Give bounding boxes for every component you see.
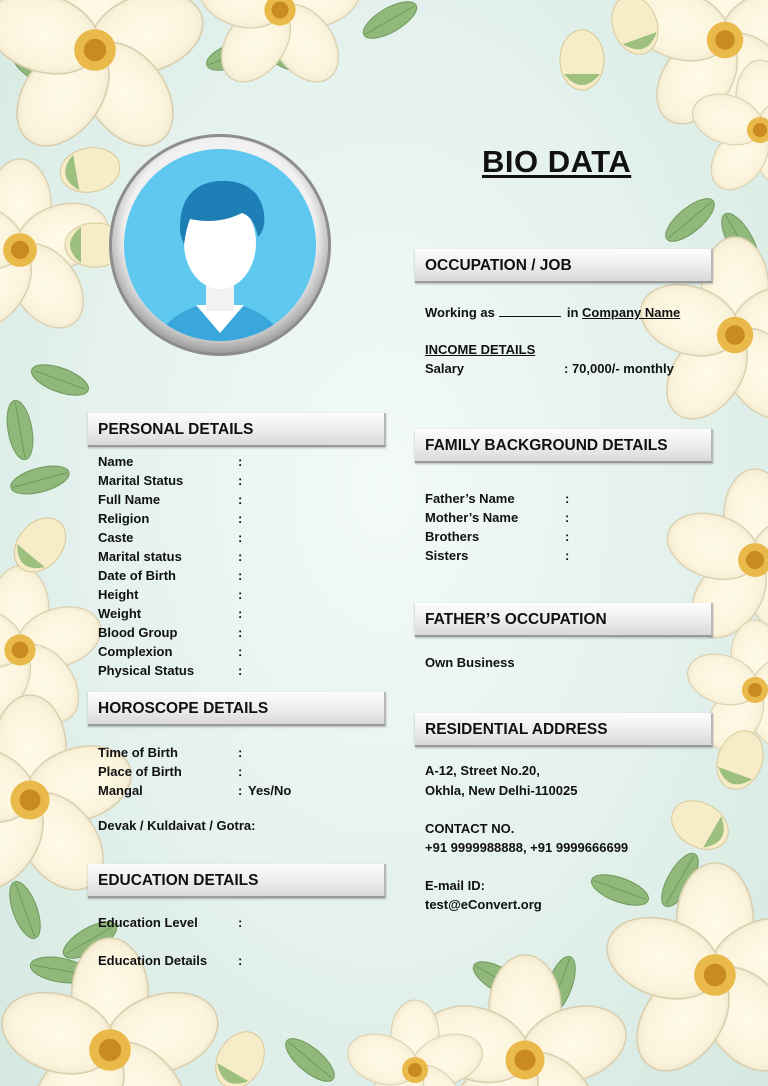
occupation-heading: OCCUPATION / JOB (415, 249, 713, 283)
education-field-label: Education Details (98, 953, 208, 968)
family-field-row (425, 527, 569, 546)
horoscope-field-colon: : (238, 745, 243, 760)
personal-field-colon: : (238, 511, 243, 526)
personal-field-row (98, 452, 248, 471)
personal-field-label: Full Name (98, 492, 161, 507)
personal-field-colon: : (238, 530, 243, 545)
family-field-row (425, 546, 569, 565)
personal-field-label: Name (98, 454, 134, 469)
fathers-occupation-heading: FATHER’S OCCUPATION (415, 603, 713, 637)
personal-field-label: Complexion (98, 644, 173, 659)
contact-label: CONTACT NO. (425, 821, 515, 836)
horoscope-field-colon: : (238, 783, 243, 798)
family-field-colon: : (565, 548, 570, 563)
horoscope-field-row (98, 781, 291, 800)
personal-details-heading: PERSONAL DETAILS (88, 413, 386, 447)
page-title: BIO DATA (482, 144, 632, 179)
personal-field-colon: : (238, 663, 243, 678)
salary-label: Salary (425, 361, 465, 376)
horoscope-field-row (98, 762, 248, 781)
working-as-line (425, 304, 680, 321)
salary-value: : 70,000/- monthly (564, 361, 674, 376)
personal-field-row (98, 566, 248, 585)
personal-field-label: Marital Status (98, 473, 184, 488)
horoscope-field-value: Yes/No (248, 783, 292, 798)
personal-field-colon: : (238, 473, 243, 488)
family-field-label: Mother’s Name (425, 510, 519, 525)
personal-field-label: Date of Birth (98, 568, 176, 583)
personal-field-row (98, 547, 248, 566)
personal-field-colon: : (238, 549, 243, 564)
family-field-colon: : (565, 529, 570, 544)
fathers-occupation-value: Own Business (425, 655, 515, 670)
education-field-row (98, 913, 248, 932)
horoscope-field-label: Mangal (98, 783, 143, 798)
company-name: Company Name (582, 305, 681, 320)
personal-field-label: Caste (98, 530, 134, 545)
horoscope-field-label: Time of Birth (98, 745, 178, 760)
personal-field-colon: : (238, 492, 243, 507)
education-field-label: Education Level (98, 915, 198, 930)
address-line-1: A-12, Street No.20, (425, 763, 540, 778)
horoscope-field-label: Place of Birth (98, 764, 182, 779)
personal-field-row (98, 604, 248, 623)
family-background-heading: FAMILY BACKGROUND DETAILS (415, 429, 713, 463)
personal-field-label: Height (98, 587, 139, 602)
education-field-colon: : (238, 953, 243, 968)
education-field-row (98, 951, 248, 970)
personal-field-row (98, 509, 248, 528)
personal-field-colon: : (238, 587, 243, 602)
family-field-colon: : (565, 510, 570, 525)
personal-field-colon: : (238, 606, 243, 621)
horoscope-field-row (98, 743, 248, 762)
personal-field-row (98, 661, 248, 680)
personal-field-row (98, 528, 248, 547)
education-field-colon: : (238, 915, 243, 930)
personal-field-row (98, 471, 248, 490)
contact-value: +91 9999988888, +91 9999666699 (425, 840, 629, 855)
gotra-label: Devak / Kuldaivat / Gotra: (98, 818, 256, 833)
education-details-heading: EDUCATION DETAILS (88, 864, 386, 898)
email-label: E-mail ID: (425, 878, 485, 893)
family-field-label: Father’s Name (425, 491, 515, 506)
personal-field-row (98, 623, 248, 642)
income-details-heading: INCOME DETAILS (425, 342, 536, 357)
family-field-label: Brothers (425, 529, 480, 544)
email-value: test@eConvert.org (425, 897, 542, 912)
residential-address-heading: RESIDENTIAL ADDRESS (415, 713, 713, 747)
family-field-colon: : (565, 491, 570, 506)
horoscope-details-heading: HOROSCOPE DETAILS (88, 692, 386, 726)
personal-field-colon: : (238, 568, 243, 583)
address-line-2: Okhla, New Delhi-110025 (425, 783, 578, 798)
personal-field-label: Marital status (98, 549, 182, 564)
personal-field-row (98, 490, 248, 509)
personal-field-label: Weight (98, 606, 142, 621)
working-as-label: Working as (425, 305, 495, 320)
personal-field-row (98, 642, 248, 661)
family-field-row (425, 489, 569, 508)
avatar-placeholder-icon (108, 133, 332, 357)
horoscope-field-colon: : (238, 764, 243, 779)
personal-field-row (98, 585, 248, 604)
personal-field-label: Religion (98, 511, 150, 526)
family-field-row (425, 508, 569, 527)
personal-field-label: Blood Group (98, 625, 178, 640)
personal-field-colon: : (238, 644, 243, 659)
family-field-label: Sisters (425, 548, 469, 563)
personal-field-colon: : (238, 454, 243, 469)
personal-field-colon: : (238, 625, 243, 640)
in-label: in (566, 305, 579, 320)
personal-field-label: Physical Status (98, 663, 195, 678)
job-blank-line (499, 304, 561, 317)
